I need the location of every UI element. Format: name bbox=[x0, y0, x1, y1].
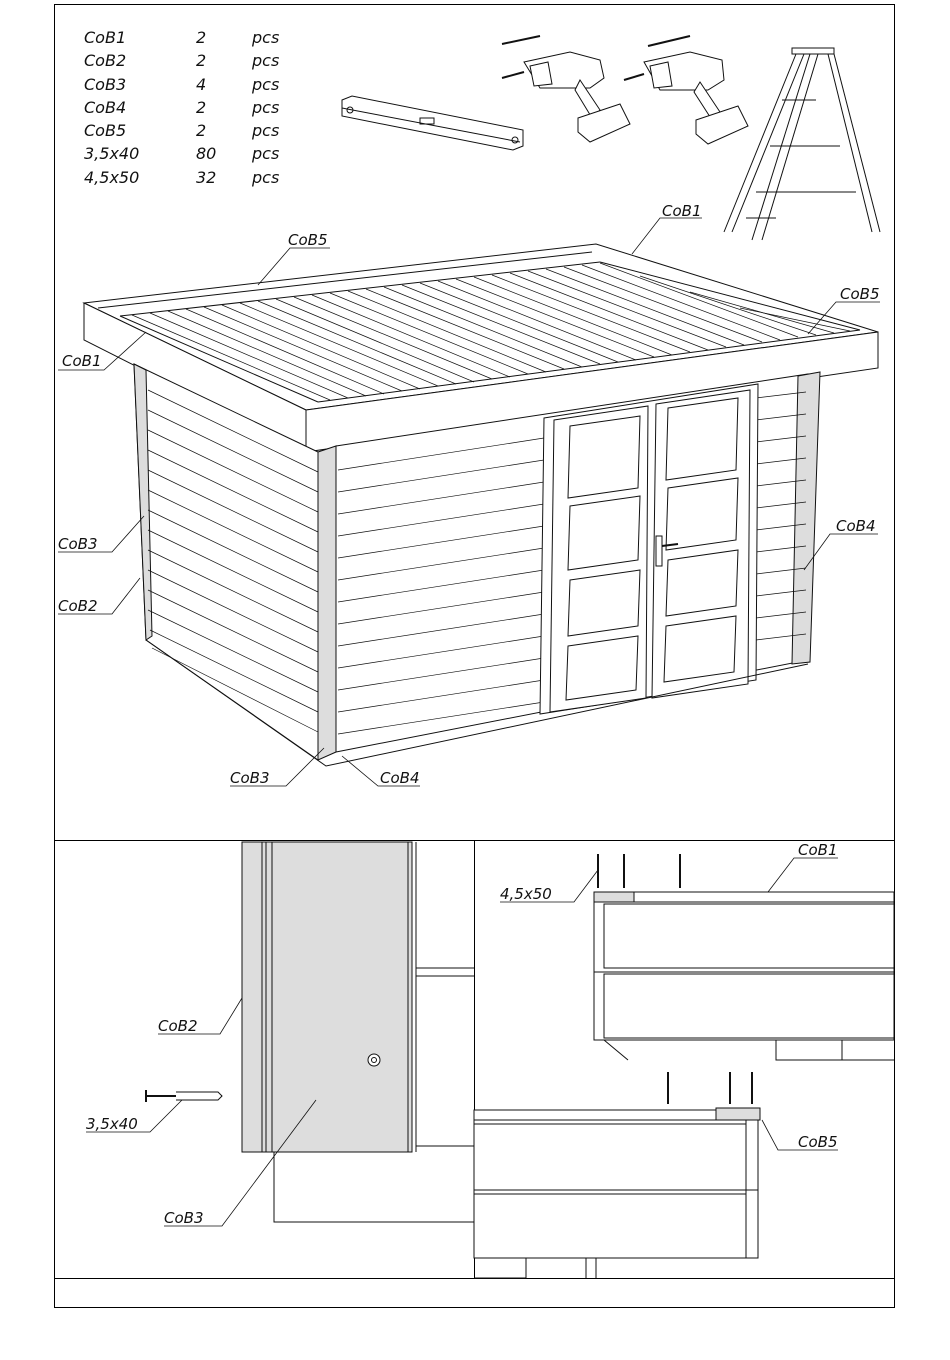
label-detail-screw-4-5x50: 4,5x50 bbox=[500, 885, 552, 903]
ladder-icon bbox=[724, 48, 880, 240]
drill-icon bbox=[624, 36, 748, 144]
label-cob3-left: CoB3 bbox=[58, 535, 98, 553]
label-detail-cob3: CoB3 bbox=[164, 1209, 204, 1227]
label-cob4-bottom: CoB4 bbox=[380, 769, 420, 787]
label-cob1-back: CoB1 bbox=[662, 202, 702, 220]
label-cob4-right: CoB4 bbox=[836, 517, 876, 535]
spirit-level-icon bbox=[342, 96, 523, 150]
shed-drawing bbox=[84, 244, 878, 766]
label-detail-cob5: CoB5 bbox=[798, 1133, 838, 1151]
label-cob5-right: CoB5 bbox=[840, 285, 880, 303]
label-detail-cob2: CoB2 bbox=[158, 1017, 198, 1035]
detail-roof-edge bbox=[474, 854, 894, 1278]
screw-3-5x40-icon bbox=[146, 1090, 222, 1102]
label-cob3-bottom: CoB3 bbox=[230, 769, 270, 787]
label-cob2-left: CoB2 bbox=[58, 597, 98, 615]
label-detail-screw-3-5x40: 3,5x40 bbox=[86, 1115, 138, 1133]
label-detail-cob1: CoB1 bbox=[798, 841, 838, 859]
double-door bbox=[540, 384, 758, 714]
label-cob5-back: CoB5 bbox=[288, 231, 328, 249]
drill-icon bbox=[502, 36, 630, 142]
label-cob1-front: CoB1 bbox=[62, 352, 102, 370]
